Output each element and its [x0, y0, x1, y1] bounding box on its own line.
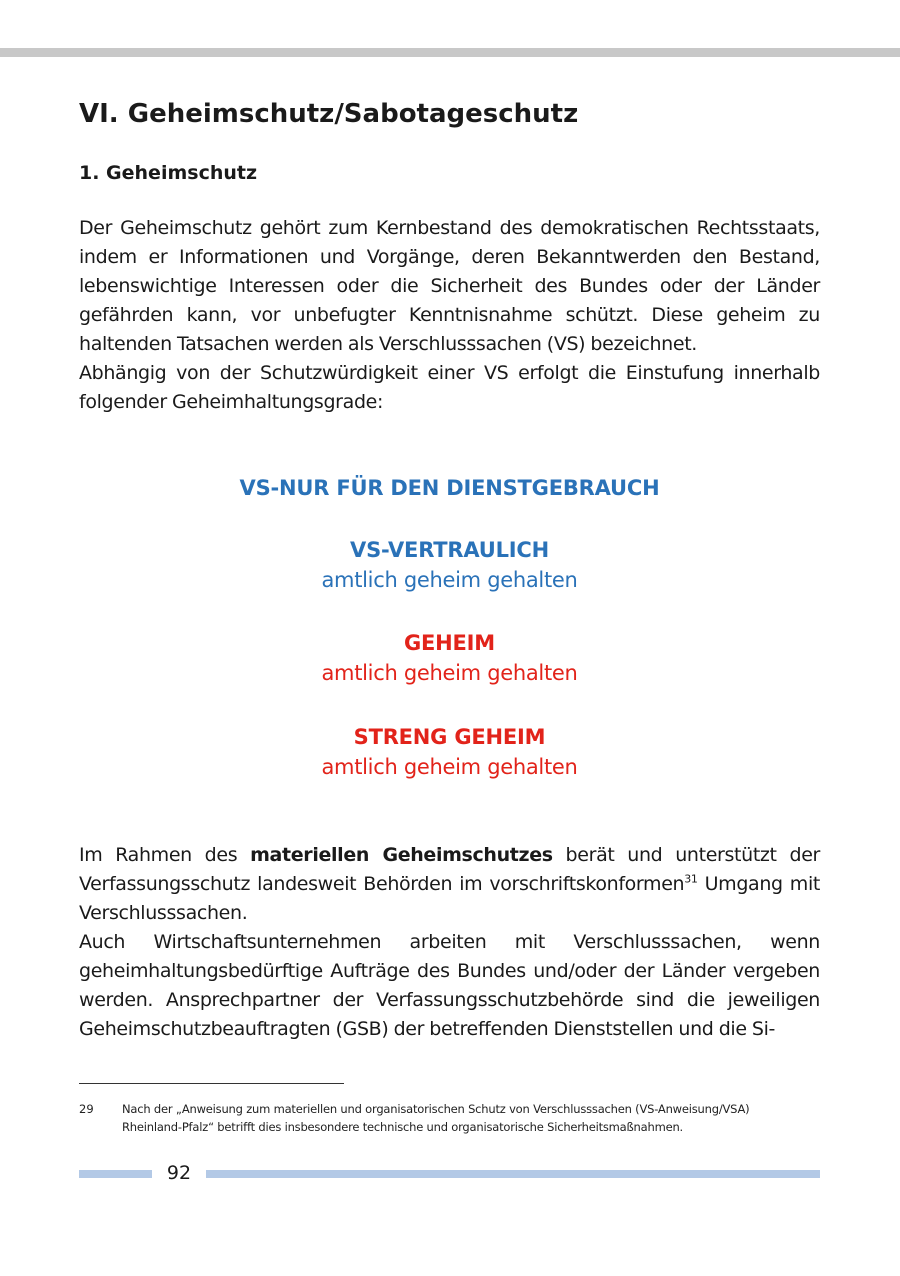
- level-title: VS-VERTRAULICH: [350, 538, 549, 562]
- bold-term: materiellen Geheimschutzes: [250, 844, 553, 866]
- footnote-text: [122, 1100, 820, 1136]
- footnote-reference[interactable]: 31: [684, 872, 698, 886]
- text-segment: berät und unterstützt der Verfassungsschutz landesweit Behörden im vorschriftskonformen: [79, 844, 820, 895]
- text-segment: Im Rahmen des: [79, 844, 251, 866]
- paragraph-wirtschaft: Auch Wirtschaftsunternehmen arbeiten mit Verschlusssachen, wenn geheimhaltungsbedürftige Aufträge des Bundes und/oder der Länder vergeben werden. Ansprechpartner der Verfassungsschutzbehörde sind die jeweiligen Geheimschutzbeauftragten (GSB) der betreffenden Dienststellen und die Si-: [79, 931, 820, 1040]
- level-vs-nfd: [79, 473, 820, 503]
- footer-bar-left: [79, 1170, 152, 1178]
- footnote-divider: [79, 1083, 344, 1084]
- level-subtitle: amtlich geheim gehalten: [321, 755, 578, 779]
- level-subtitle: amtlich geheim gehalten: [321, 661, 578, 685]
- section-title: 1. Geheimschutz: [79, 162, 258, 184]
- page-number: 92: [166, 1162, 192, 1184]
- footer-bar-right: [206, 1170, 820, 1178]
- level-vs-vertraulich: [79, 535, 820, 595]
- text-segment: Umgang mit Verschlusssachen.: [79, 873, 820, 924]
- level-streng-geheim: [79, 722, 820, 782]
- footnote-number: 29: [79, 1102, 94, 1116]
- chapter-title: VI. Geheimschutz/Sabotageschutz: [79, 99, 579, 129]
- top-rule: [0, 48, 900, 57]
- footnote-line: Nach der „Anweisung zum materiellen und organisatorischen Schutz von Verschlusssachen (VS-Anweisung/VSA): [122, 1102, 750, 1116]
- paragraph-einstufung: Abhängig von der Schutzwürdigkeit einer VS erfolgt die Einstufung innerhalb folgender Geheimhaltungsgrade:: [79, 362, 820, 413]
- footnote-line: Rheinland-Pfalz“ betrifft dies insbesondere technische und organisatorische Sicherheitsmaßnahmen.: [122, 1120, 684, 1134]
- paragraph-materieller-geheimschutz: [79, 841, 820, 928]
- paragraph-geheimschutz-intro: Der Geheimschutz gehört zum Kernbestand des demokratischen Rechtsstaats, indem er Informationen und Vorgänge, deren Bekanntwerden den Bestand, lebenswichtige Interessen oder die Sicherheit des Bundes oder der Länder gefährden kann, vor unbefugter Kenntnisnahme schützt. Diese geheim zu haltenden Tatsachen werden als Verschlusssachen (VS) bezeichnet.: [79, 217, 820, 355]
- level-title: VS-NUR FÜR DEN DIENSTGEBRAUCH: [239, 476, 660, 500]
- level-title: STRENG GEHEIM: [353, 725, 546, 749]
- level-subtitle: amtlich geheim gehalten: [321, 568, 578, 592]
- level-title: GEHEIM: [403, 631, 495, 655]
- level-geheim: [79, 628, 820, 688]
